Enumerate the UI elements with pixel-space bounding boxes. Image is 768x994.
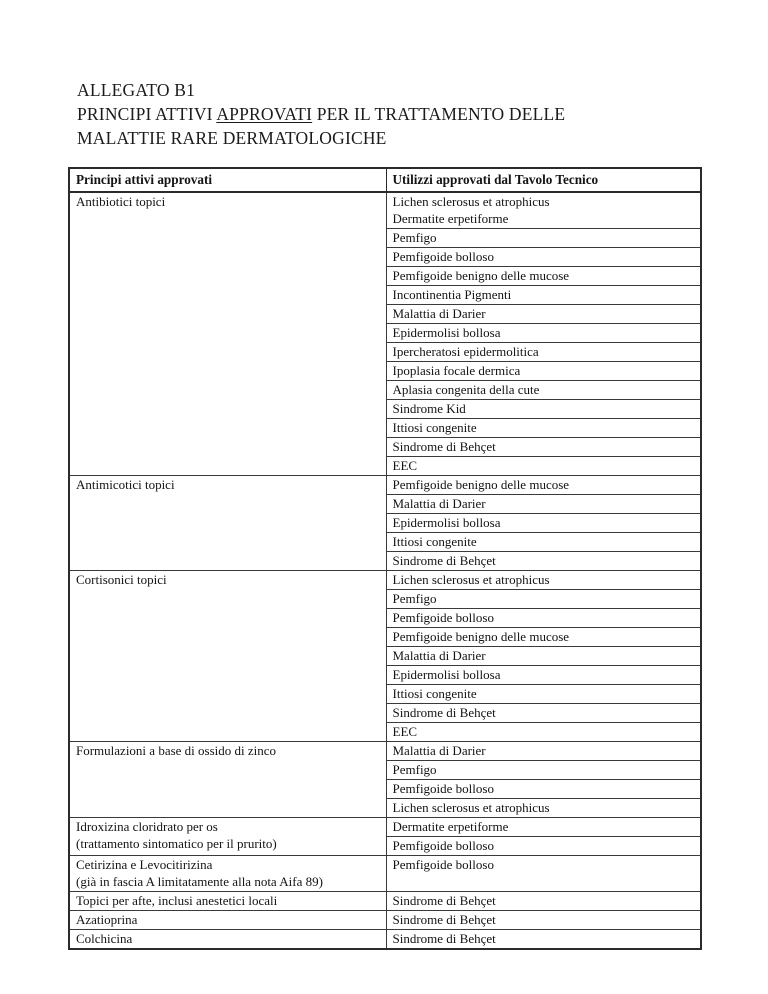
use-cell: [386, 647, 701, 666]
table-row: [69, 818, 701, 837]
use-cell: [386, 457, 701, 476]
use-line: Dermatite erpetiforme: [392, 211, 509, 226]
principle-cell: [69, 571, 386, 742]
use-cell: [386, 305, 701, 324]
use-line: Sindrome di Behçet: [392, 912, 496, 927]
use-cell: [386, 590, 701, 609]
use-cell: [386, 837, 701, 856]
use-line: EEC: [392, 458, 418, 473]
principle-cell: [69, 892, 386, 911]
column-header-uses: Utilizzi approvati dal Tavolo Tecnico: [386, 168, 701, 192]
use-line: Lichen sclerosus et atrophicus: [392, 572, 550, 587]
use-cell: [386, 628, 701, 647]
use-cell: [386, 419, 701, 438]
approved-principles-table: [68, 167, 702, 950]
principle-line: Azatioprina: [76, 912, 138, 927]
use-line: Malattia di Darier: [392, 648, 486, 663]
use-cell: [386, 723, 701, 742]
use-cell: [386, 911, 701, 930]
title-line-1: ALLEGATO B1: [77, 80, 196, 100]
use-cell: [386, 476, 701, 495]
title-line-2-suffix: PER IL TRATTAMENTO DELLE: [312, 104, 566, 124]
use-line: Pemfigoide bolloso: [392, 838, 494, 853]
table-header-row: [69, 168, 701, 192]
table-row: [69, 892, 701, 911]
principle-cell: [69, 192, 386, 476]
use-cell: [386, 381, 701, 400]
use-cell: [386, 704, 701, 723]
use-line: Pemfigo: [392, 762, 437, 777]
principle-line: Antimicotici topici: [76, 477, 175, 492]
use-cell: [386, 666, 701, 685]
use-line: EEC: [392, 724, 418, 739]
use-line: Pemfigoide bolloso: [392, 610, 494, 625]
use-cell: [386, 362, 701, 381]
title-line-2-prefix: PRINCIPI ATTIVI: [77, 104, 217, 124]
principle-line: Topici per afte, inclusi anestetici locali: [76, 893, 278, 908]
use-line: Dermatite erpetiforme: [392, 819, 509, 834]
table-row: [69, 476, 701, 495]
principle-cell: [69, 930, 386, 950]
use-cell: [386, 514, 701, 533]
use-line: Pemfigoide bolloso: [392, 249, 494, 264]
principle-line: Cetirizina e Levocitirizina: [76, 857, 213, 872]
table-body: [69, 192, 701, 949]
use-cell: [386, 229, 701, 248]
principle-line: Idroxizina cloridrato per os: [76, 819, 218, 834]
use-cell: [386, 400, 701, 419]
table-row: [69, 930, 701, 950]
use-line: Sindrome di Behçet: [392, 893, 496, 908]
use-line: Pemfigoide benigno delle mucose: [392, 477, 570, 492]
table-row: [69, 192, 701, 229]
principle-cell: [69, 818, 386, 856]
use-cell: [386, 930, 701, 950]
use-cell: [386, 799, 701, 818]
principle-line: Formulazioni a base di ossido di zinco: [76, 743, 277, 758]
principle-line: Colchicina: [76, 931, 133, 946]
use-line: Sindrome di Behçet: [392, 553, 496, 568]
column-header-principles: Principi attivi approvati: [69, 168, 386, 192]
use-cell: [386, 192, 701, 229]
use-line: Pemfigoide benigno delle mucose: [392, 629, 570, 644]
use-line: Aplasia congenita della cute: [392, 382, 540, 397]
title-line-2: [77, 102, 700, 126]
use-cell: [386, 343, 701, 362]
use-line: Ittiosi congenite: [392, 686, 477, 701]
principle-line: Antibiotici topici: [76, 194, 166, 209]
principle-line: Cortisonici topici: [76, 572, 167, 587]
table-row: [69, 911, 701, 930]
use-line: Malattia di Darier: [392, 306, 486, 321]
use-line: Ipoplasia focale dermica: [392, 363, 521, 378]
use-line: Pemfigoide bolloso: [392, 781, 494, 796]
principle-cell: [69, 742, 386, 818]
use-line: Malattia di Darier: [392, 496, 486, 511]
table-row: [69, 856, 701, 892]
use-line: Sindrome Kid: [392, 401, 466, 416]
use-line: Ittiosi congenite: [392, 534, 477, 549]
use-line: Lichen sclerosus et atrophicus: [392, 800, 550, 815]
use-cell: [386, 780, 701, 799]
use-cell: [386, 495, 701, 514]
document-title: [77, 78, 700, 150]
use-line: Malattia di Darier: [392, 743, 486, 758]
use-cell: [386, 571, 701, 590]
use-cell: [386, 533, 701, 552]
use-cell: [386, 609, 701, 628]
use-cell: [386, 267, 701, 286]
use-cell: [386, 742, 701, 761]
use-cell: [386, 324, 701, 343]
use-line: Sindrome di Behçet: [392, 439, 496, 454]
use-line: Lichen sclerosus et atrophicus: [392, 194, 550, 209]
principle-cell: [69, 911, 386, 930]
use-cell: [386, 818, 701, 837]
use-line: Pemfigoide bolloso: [392, 857, 494, 872]
principle-line: (già in fascia A limitatamente alla nota Aifa 89): [76, 874, 323, 889]
title-underlined-word: APPROVATI: [216, 104, 313, 124]
use-line: Sindrome di Behçet: [392, 931, 496, 946]
use-line: Pemfigo: [392, 230, 437, 245]
use-line: Epidermolisi bollosa: [392, 515, 501, 530]
use-cell: [386, 761, 701, 780]
principle-cell: [69, 476, 386, 571]
use-line: Pemfigo: [392, 591, 437, 606]
table-row: [69, 571, 701, 590]
use-cell: [386, 856, 701, 892]
use-cell: [386, 248, 701, 267]
use-cell: [386, 552, 701, 571]
use-line: Ittiosi congenite: [392, 420, 477, 435]
use-line: Epidermolisi bollosa: [392, 325, 501, 340]
principle-cell: [69, 856, 386, 892]
use-cell: [386, 892, 701, 911]
principle-line: (trattamento sintomatico per il prurito): [76, 836, 277, 851]
use-line: Incontinentia Pigmenti: [392, 287, 512, 302]
use-line: Ipercheratosi epidermolitica: [392, 344, 539, 359]
use-line: Epidermolisi bollosa: [392, 667, 501, 682]
use-line: Sindrome di Behçet: [392, 705, 496, 720]
table-row: [69, 742, 701, 761]
use-cell: [386, 286, 701, 305]
use-line: Pemfigoide benigno delle mucose: [392, 268, 570, 283]
use-cell: [386, 438, 701, 457]
use-cell: [386, 685, 701, 704]
title-line-3: MALATTIE RARE DERMATOLOGICHE: [77, 128, 387, 148]
